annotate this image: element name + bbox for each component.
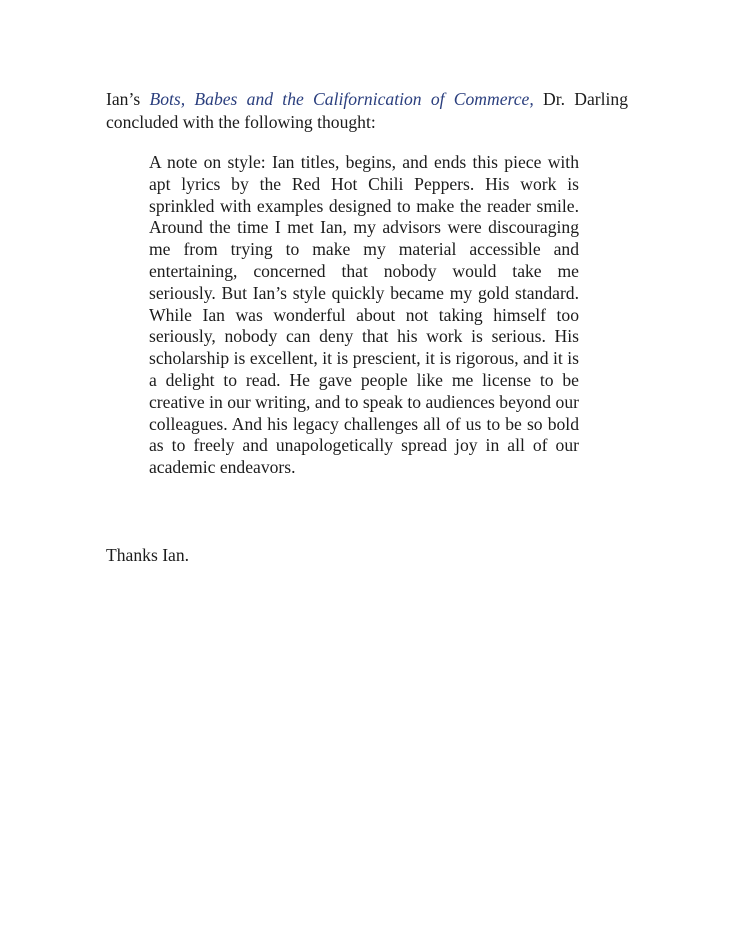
intro-prefix: Ian’s [106, 89, 150, 109]
intro-first-line [106, 88, 628, 111]
intro-second-line: concluded with the following thought: [106, 112, 376, 132]
intro-suffix: Dr. Darling [533, 89, 628, 109]
closing-line: Thanks Ian. [106, 545, 190, 565]
article-title: Bots, Babes and the Californication of Commerce, [149, 89, 534, 109]
block-quote: A note on style: Ian titles, begins, and ends this piece with apt lyrics by the Red Hot Chili Peppers. His work is sprinkled with examples designed to make the reader smile. Around the time I met Ian, my advisors were discouraging me from trying to make my material accessible and entertaining, concerned that nobody would take me seriously. But Ian’s style quickly became my gold standard. While Ian was wonderful about not taking himself too seriously, nobody can deny that his work is serious. His scholarship is excellent, it is prescient, it is rigorous, and it is a delight to read. He gave people like me license to be creative in our writing, and to speak to audiences beyond our colleagues. And his legacy challenges all of us to be so bold as to freely and unapologetically spread joy in all of our academic endeavors. [149, 152, 579, 478]
intro-paragraph [106, 88, 628, 134]
